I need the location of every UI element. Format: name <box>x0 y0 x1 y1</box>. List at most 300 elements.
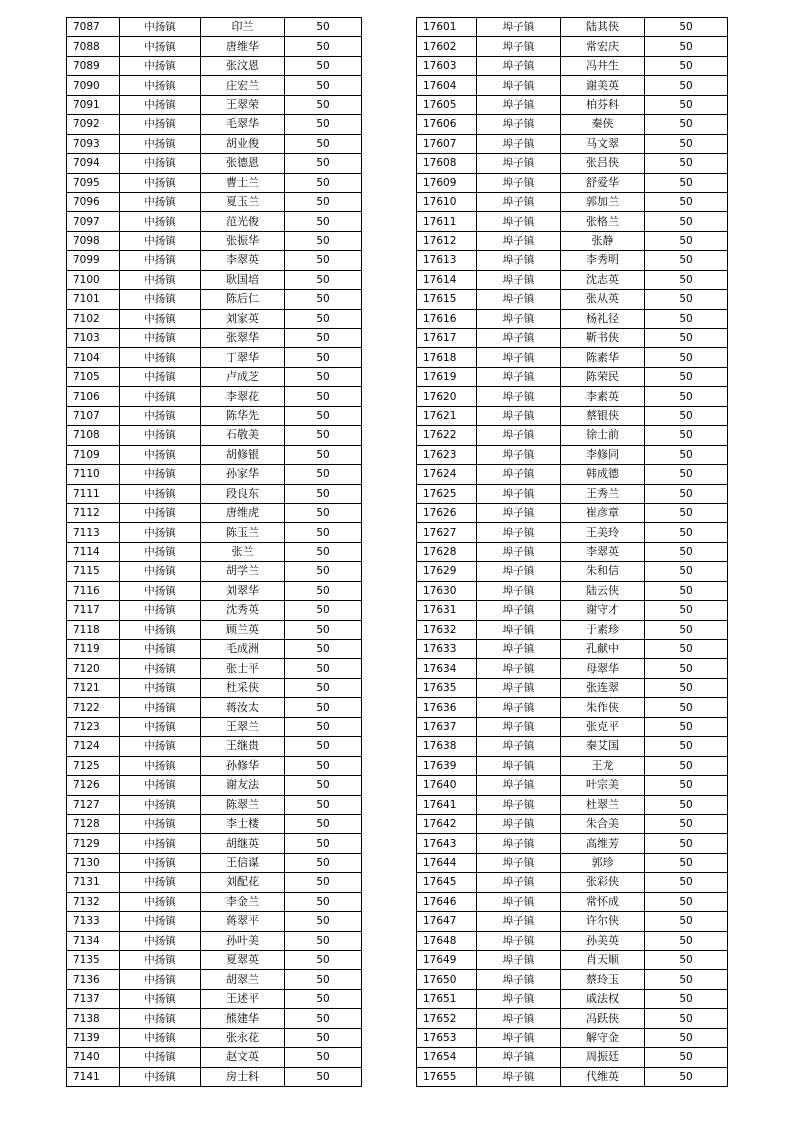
amount-cell: 50 <box>285 465 362 484</box>
name-cell: 张格兰 <box>561 212 645 231</box>
record-id-cell: 7123 <box>67 717 120 736</box>
name-cell: 常宏庆 <box>561 37 645 56</box>
table-row <box>67 659 362 678</box>
town-cell: 埠子镇 <box>477 678 561 697</box>
table-row <box>67 678 362 697</box>
town-cell: 中扬镇 <box>120 1028 201 1047</box>
town-cell: 中扬镇 <box>120 562 201 581</box>
name-cell: 常怀成 <box>561 892 645 911</box>
town-cell: 中扬镇 <box>120 892 201 911</box>
record-id-cell: 7094 <box>67 154 120 173</box>
amount-cell: 50 <box>285 329 362 348</box>
name-cell: 刘配花 <box>201 873 285 892</box>
town-cell: 埠子镇 <box>477 951 561 970</box>
record-id-cell: 17635 <box>417 678 477 697</box>
table-row <box>67 756 362 775</box>
name-cell: 沈志英 <box>561 270 645 289</box>
town-cell: 埠子镇 <box>477 776 561 795</box>
name-cell: 解守金 <box>561 1028 645 1047</box>
record-id-cell: 17608 <box>417 154 477 173</box>
amount-cell: 50 <box>285 756 362 775</box>
name-cell: 高维芳 <box>561 834 645 853</box>
table-row <box>417 562 728 581</box>
table-row <box>417 37 728 56</box>
town-cell: 中扬镇 <box>120 1009 201 1028</box>
record-id-cell: 7092 <box>67 115 120 134</box>
town-cell: 中扬镇 <box>120 115 201 134</box>
amount-cell: 50 <box>645 581 728 600</box>
name-cell: 蔡银侠 <box>561 406 645 425</box>
amount-cell: 50 <box>645 173 728 192</box>
town-cell: 埠子镇 <box>477 309 561 328</box>
amount-cell: 50 <box>285 640 362 659</box>
amount-cell: 50 <box>285 989 362 1008</box>
table-row <box>417 698 728 717</box>
amount-cell: 50 <box>285 1067 362 1086</box>
table-row <box>417 678 728 697</box>
town-cell: 埠子镇 <box>477 523 561 542</box>
name-cell: 王秀兰 <box>561 484 645 503</box>
table-row <box>417 115 728 134</box>
table-row <box>417 503 728 522</box>
name-cell: 郭珍 <box>561 853 645 872</box>
table-row <box>67 173 362 192</box>
name-cell: 母翠华 <box>561 659 645 678</box>
name-cell: 毛翠华 <box>201 115 285 134</box>
record-id-cell: 17646 <box>417 892 477 911</box>
name-cell: 曹士兰 <box>201 173 285 192</box>
record-id-cell: 7135 <box>67 951 120 970</box>
table-row <box>417 1009 728 1028</box>
record-id-cell: 7129 <box>67 834 120 853</box>
town-cell: 埠子镇 <box>477 1067 561 1086</box>
table-row <box>417 309 728 328</box>
town-cell: 中扬镇 <box>120 581 201 600</box>
name-cell: 石敬美 <box>201 426 285 445</box>
record-id-cell: 7107 <box>67 406 120 425</box>
amount-cell: 50 <box>645 640 728 659</box>
record-id-cell: 17624 <box>417 465 477 484</box>
name-cell: 胡翠兰 <box>201 970 285 989</box>
amount-cell: 50 <box>285 173 362 192</box>
name-cell: 熊建华 <box>201 1009 285 1028</box>
record-id-cell: 17622 <box>417 426 477 445</box>
record-id-cell: 7103 <box>67 329 120 348</box>
table-row <box>417 601 728 620</box>
table-row <box>417 348 728 367</box>
name-cell: 王翠兰 <box>201 717 285 736</box>
table-row <box>417 717 728 736</box>
roster-table-right <box>416 17 728 1087</box>
name-cell: 张从英 <box>561 290 645 309</box>
table-row <box>417 659 728 678</box>
amount-cell: 50 <box>285 814 362 833</box>
town-cell: 中扬镇 <box>120 601 201 620</box>
town-cell: 中扬镇 <box>120 1048 201 1067</box>
name-cell: 陈翠兰 <box>201 795 285 814</box>
table-row <box>417 989 728 1008</box>
amount-cell: 50 <box>645 970 728 989</box>
town-cell: 中扬镇 <box>120 737 201 756</box>
table-row <box>67 523 362 542</box>
record-id-cell: 17627 <box>417 523 477 542</box>
amount-cell: 50 <box>645 776 728 795</box>
record-id-cell: 7108 <box>67 426 120 445</box>
town-cell: 埠子镇 <box>477 173 561 192</box>
record-id-cell: 17649 <box>417 951 477 970</box>
record-id-cell: 7096 <box>67 192 120 211</box>
town-cell: 中扬镇 <box>120 348 201 367</box>
record-id-cell: 7112 <box>67 503 120 522</box>
town-cell: 埠子镇 <box>477 134 561 153</box>
amount-cell: 50 <box>285 503 362 522</box>
name-cell: 张静 <box>561 231 645 250</box>
amount-cell: 50 <box>645 56 728 75</box>
name-cell: 唐维华 <box>201 37 285 56</box>
table-row <box>67 1067 362 1086</box>
town-cell: 埠子镇 <box>477 212 561 231</box>
name-cell: 孙叶美 <box>201 931 285 950</box>
town-cell: 中扬镇 <box>120 989 201 1008</box>
town-cell: 中扬镇 <box>120 756 201 775</box>
town-cell: 埠子镇 <box>477 931 561 950</box>
table-row <box>67 1048 362 1067</box>
amount-cell: 50 <box>285 484 362 503</box>
name-cell: 李修同 <box>561 445 645 464</box>
amount-cell: 50 <box>285 581 362 600</box>
amount-cell: 50 <box>645 387 728 406</box>
name-cell: 夏玉兰 <box>201 192 285 211</box>
record-id-cell: 7111 <box>67 484 120 503</box>
amount-cell: 50 <box>645 814 728 833</box>
name-cell: 胡继英 <box>201 834 285 853</box>
amount-cell: 50 <box>645 562 728 581</box>
record-id-cell: 17642 <box>417 814 477 833</box>
table-row <box>67 581 362 600</box>
town-cell: 埠子镇 <box>477 737 561 756</box>
amount-cell: 50 <box>285 134 362 153</box>
amount-cell: 50 <box>285 18 362 37</box>
record-id-cell: 17617 <box>417 329 477 348</box>
amount-cell: 50 <box>285 620 362 639</box>
name-cell: 李金兰 <box>201 892 285 911</box>
record-id-cell: 17621 <box>417 406 477 425</box>
record-id-cell: 7138 <box>67 1009 120 1028</box>
amount-cell: 50 <box>645 367 728 386</box>
name-cell: 范光俊 <box>201 212 285 231</box>
amount-cell: 50 <box>285 912 362 931</box>
town-cell: 中扬镇 <box>120 192 201 211</box>
name-cell: 靳书侠 <box>561 329 645 348</box>
record-id-cell: 17632 <box>417 620 477 639</box>
name-cell: 谢友法 <box>201 776 285 795</box>
amount-cell: 50 <box>285 270 362 289</box>
name-cell: 马文翠 <box>561 134 645 153</box>
town-cell: 埠子镇 <box>477 231 561 250</box>
record-id-cell: 17639 <box>417 756 477 775</box>
record-id-cell: 17643 <box>417 834 477 853</box>
name-cell: 王信谋 <box>201 853 285 872</box>
town-cell: 中扬镇 <box>120 367 201 386</box>
amount-cell: 50 <box>285 1009 362 1028</box>
amount-cell: 50 <box>645 678 728 697</box>
town-cell: 中扬镇 <box>120 387 201 406</box>
record-id-cell: 17644 <box>417 853 477 872</box>
town-cell: 埠子镇 <box>477 465 561 484</box>
town-cell: 中扬镇 <box>120 290 201 309</box>
record-id-cell: 17648 <box>417 931 477 950</box>
record-id-cell: 17614 <box>417 270 477 289</box>
amount-cell: 50 <box>645 309 728 328</box>
name-cell: 冯井生 <box>561 56 645 75</box>
table-row <box>417 1048 728 1067</box>
amount-cell: 50 <box>645 1048 728 1067</box>
roster-table-body <box>67 18 362 1087</box>
table-row <box>67 192 362 211</box>
amount-cell: 50 <box>285 970 362 989</box>
record-id-cell: 7097 <box>67 212 120 231</box>
record-id-cell: 17609 <box>417 173 477 192</box>
table-row <box>67 1009 362 1028</box>
table-row <box>67 503 362 522</box>
amount-cell: 50 <box>645 737 728 756</box>
town-cell: 中扬镇 <box>120 76 201 95</box>
record-id-cell: 17601 <box>417 18 477 37</box>
record-id-cell: 17602 <box>417 37 477 56</box>
amount-cell: 50 <box>285 76 362 95</box>
town-cell: 埠子镇 <box>477 562 561 581</box>
town-cell: 埠子镇 <box>477 795 561 814</box>
record-id-cell: 17655 <box>417 1067 477 1086</box>
record-id-cell: 7104 <box>67 348 120 367</box>
town-cell: 埠子镇 <box>477 445 561 464</box>
table-row <box>67 970 362 989</box>
name-cell: 房士科 <box>201 1067 285 1086</box>
table-row <box>67 698 362 717</box>
table-row <box>67 154 362 173</box>
table-row <box>67 776 362 795</box>
name-cell: 耿国培 <box>201 270 285 289</box>
table-row <box>67 426 362 445</box>
table-row <box>67 484 362 503</box>
record-id-cell: 17611 <box>417 212 477 231</box>
name-cell: 谢守才 <box>561 601 645 620</box>
record-id-cell: 17651 <box>417 989 477 1008</box>
name-cell: 胡学兰 <box>201 562 285 581</box>
town-cell: 中扬镇 <box>120 329 201 348</box>
record-id-cell: 7095 <box>67 173 120 192</box>
town-cell: 中扬镇 <box>120 659 201 678</box>
town-cell: 埠子镇 <box>477 542 561 561</box>
record-id-cell: 17628 <box>417 542 477 561</box>
record-id-cell: 17613 <box>417 251 477 270</box>
name-cell: 冯跃侠 <box>561 1009 645 1028</box>
record-id-cell: 7088 <box>67 37 120 56</box>
table-row <box>67 737 362 756</box>
table-row <box>417 542 728 561</box>
amount-cell: 50 <box>285 37 362 56</box>
record-id-cell: 17618 <box>417 348 477 367</box>
table-row <box>67 892 362 911</box>
name-cell: 陈素华 <box>561 348 645 367</box>
record-id-cell: 7116 <box>67 581 120 600</box>
name-cell: 叶宗美 <box>561 776 645 795</box>
amount-cell: 50 <box>645 76 728 95</box>
amount-cell: 50 <box>285 562 362 581</box>
record-id-cell: 7117 <box>67 601 120 620</box>
name-cell: 陈后仁 <box>201 290 285 309</box>
name-cell: 王美玲 <box>561 523 645 542</box>
town-cell: 埠子镇 <box>477 1028 561 1047</box>
amount-cell: 50 <box>285 834 362 853</box>
amount-cell: 50 <box>285 737 362 756</box>
amount-cell: 50 <box>285 348 362 367</box>
amount-cell: 50 <box>285 931 362 950</box>
record-id-cell: 7126 <box>67 776 120 795</box>
table-row <box>417 776 728 795</box>
name-cell: 朱和信 <box>561 562 645 581</box>
town-cell: 埠子镇 <box>477 329 561 348</box>
name-cell: 杨礼径 <box>561 309 645 328</box>
record-id-cell: 17638 <box>417 737 477 756</box>
name-cell: 于素珍 <box>561 620 645 639</box>
town-cell: 中扬镇 <box>120 95 201 114</box>
table-row <box>67 76 362 95</box>
town-cell: 埠子镇 <box>477 970 561 989</box>
record-id-cell: 17647 <box>417 912 477 931</box>
name-cell: 戚法权 <box>561 989 645 1008</box>
name-cell: 张汶恩 <box>201 56 285 75</box>
table-row <box>67 853 362 872</box>
town-cell: 埠子镇 <box>477 601 561 620</box>
table-row <box>417 445 728 464</box>
table-row <box>417 56 728 75</box>
town-cell: 埠子镇 <box>477 348 561 367</box>
record-id-cell: 7141 <box>67 1067 120 1086</box>
record-id-cell: 7121 <box>67 678 120 697</box>
record-id-cell: 7106 <box>67 387 120 406</box>
town-cell: 中扬镇 <box>120 970 201 989</box>
amount-cell: 50 <box>645 251 728 270</box>
record-id-cell: 7102 <box>67 309 120 328</box>
amount-cell: 50 <box>645 18 728 37</box>
table-row <box>67 873 362 892</box>
table-row <box>67 37 362 56</box>
town-cell: 埠子镇 <box>477 192 561 211</box>
name-cell: 柏芬科 <box>561 95 645 114</box>
record-id-cell: 17610 <box>417 192 477 211</box>
town-cell: 埠子镇 <box>477 1009 561 1028</box>
record-id-cell: 17634 <box>417 659 477 678</box>
table-row <box>417 853 728 872</box>
record-id-cell: 17645 <box>417 873 477 892</box>
town-cell: 中扬镇 <box>120 270 201 289</box>
record-id-cell: 17640 <box>417 776 477 795</box>
amount-cell: 50 <box>285 445 362 464</box>
table-row <box>67 931 362 950</box>
town-cell: 中扬镇 <box>120 717 201 736</box>
amount-cell: 50 <box>645 348 728 367</box>
amount-cell: 50 <box>645 290 728 309</box>
record-id-cell: 7087 <box>67 18 120 37</box>
table-row <box>417 212 728 231</box>
amount-cell: 50 <box>285 290 362 309</box>
town-cell: 中扬镇 <box>120 484 201 503</box>
name-cell: 王述平 <box>201 989 285 1008</box>
name-cell: 张连翠 <box>561 678 645 697</box>
amount-cell: 50 <box>645 484 728 503</box>
amount-cell: 50 <box>285 659 362 678</box>
town-cell: 中扬镇 <box>120 1067 201 1086</box>
record-id-cell: 17631 <box>417 601 477 620</box>
name-cell: 李翠花 <box>201 387 285 406</box>
amount-cell: 50 <box>285 309 362 328</box>
amount-cell: 50 <box>285 601 362 620</box>
table-row <box>417 834 728 853</box>
name-cell: 胡业俊 <box>201 134 285 153</box>
name-cell: 周振廷 <box>561 1048 645 1067</box>
town-cell: 埠子镇 <box>477 659 561 678</box>
record-id-cell: 7098 <box>67 231 120 250</box>
name-cell: 李秀明 <box>561 251 645 270</box>
table-row <box>417 970 728 989</box>
town-cell: 埠子镇 <box>477 912 561 931</box>
name-cell: 蒋翠平 <box>201 912 285 931</box>
table-row <box>417 951 728 970</box>
name-cell: 张德恩 <box>201 154 285 173</box>
name-cell: 张永花 <box>201 1028 285 1047</box>
amount-cell: 50 <box>645 834 728 853</box>
table-row <box>417 192 728 211</box>
name-cell: 段良东 <box>201 484 285 503</box>
record-id-cell: 7113 <box>67 523 120 542</box>
amount-cell: 50 <box>645 601 728 620</box>
town-cell: 中扬镇 <box>120 814 201 833</box>
record-id-cell: 17607 <box>417 134 477 153</box>
record-id-cell: 7099 <box>67 251 120 270</box>
record-id-cell: 17623 <box>417 445 477 464</box>
amount-cell: 50 <box>645 212 728 231</box>
table-row <box>417 154 728 173</box>
table-row <box>417 329 728 348</box>
town-cell: 埠子镇 <box>477 270 561 289</box>
amount-cell: 50 <box>285 542 362 561</box>
table-row <box>417 484 728 503</box>
name-cell: 张士平 <box>201 659 285 678</box>
amount-cell: 50 <box>285 251 362 270</box>
record-id-cell: 17605 <box>417 95 477 114</box>
town-cell: 埠子镇 <box>477 834 561 853</box>
name-cell: 张克平 <box>561 717 645 736</box>
name-cell: 王龙 <box>561 756 645 775</box>
town-cell: 埠子镇 <box>477 290 561 309</box>
name-cell: 赵文英 <box>201 1048 285 1067</box>
amount-cell: 50 <box>285 795 362 814</box>
table-row <box>417 426 728 445</box>
name-cell: 唐维虎 <box>201 503 285 522</box>
table-row <box>417 581 728 600</box>
table-row <box>67 601 362 620</box>
table-row <box>67 212 362 231</box>
amount-cell: 50 <box>285 1028 362 1047</box>
amount-cell: 50 <box>645 542 728 561</box>
town-cell: 中扬镇 <box>120 37 201 56</box>
amount-cell: 50 <box>285 154 362 173</box>
amount-cell: 50 <box>285 523 362 542</box>
table-row <box>417 912 728 931</box>
table-row <box>67 18 362 37</box>
roster-table-left <box>66 17 362 1087</box>
